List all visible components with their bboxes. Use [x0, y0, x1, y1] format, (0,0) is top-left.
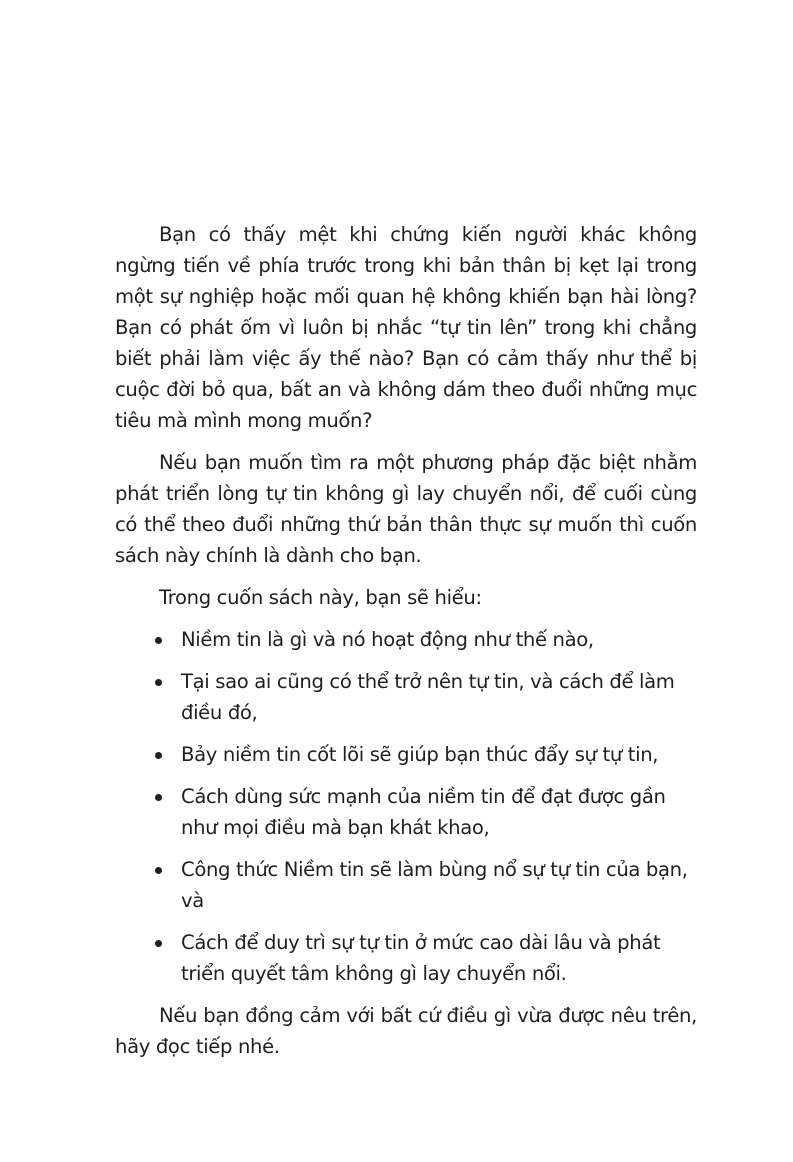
list-lead-in: Trong cuốn sách này, bạn sẽ hiểu:: [159, 586, 482, 609]
list-item: [115, 781, 697, 843]
bullet-dot-icon: [155, 666, 163, 697]
list-item-text: Bảy niềm tin cốt lõi sẽ giúp bạn thúc đẩy sự tự tin,: [181, 743, 659, 766]
list-item-text: Cách để duy trì sự tự tin ở mức cao dài lâu và phát triển quyết tâm không gì lay chuyển nổi.: [181, 931, 661, 985]
learning-points-list: [115, 624, 697, 989]
list-item-text: Cách dùng sức mạnh của niềm tin để đạt được gần như mọi điều mà bạn khát khao,: [181, 785, 666, 839]
list-item: [115, 666, 697, 728]
intro-paragraph-1: Bạn có thấy mệt khi chứng kiến người khác không ngừng tiến về phía trước trong khi bản thân bị kẹt lại trong một sự nghiệp hoặc mối quan hệ không khiến bạn hài lòng? Bạn có phát ốm vì luôn bị nhắc “tự tin lên” trong khi chẳng biết phải làm việc ấy thế nào? Bạn có cảm thấy như thể bị cuộc đời bỏ qua, bất an và không dám theo đuổi những mục tiêu mà mình mong muốn?: [115, 223, 697, 432]
list-item: [115, 624, 697, 655]
intro-paragraph-2: Nếu bạn muốn tìm ra một phương pháp đặc biệt nhằm phát triển lòng tự tin không gì lay chuyển nổi, để cuối cùng có thể theo đuổi những thứ bản thân thực sự muốn thì cuốn sách này chính là dành cho bạn.: [115, 451, 697, 567]
list-item: [115, 739, 697, 770]
closing-paragraph: Nếu bạn đồng cảm với bất cứ điều gì vừa được nêu trên, hãy đọc tiếp nhé.: [115, 1004, 697, 1058]
list-item: [115, 854, 697, 916]
list-item-text: Công thức Niềm tin sẽ làm bùng nổ sự tự tin của bạn, và: [181, 858, 688, 912]
list-item-text: Niềm tin là gì và nó hoạt động như thế nào,: [181, 628, 594, 651]
bullet-dot-icon: [155, 739, 163, 770]
book-page-body: [115, 219, 697, 1073]
bullet-dot-icon: [155, 781, 163, 812]
bullet-dot-icon: [155, 854, 163, 885]
bullet-dot-icon: [155, 624, 163, 655]
list-item-text: Tại sao ai cũng có thể trở nên tự tin, và cách để làm điều đó,: [181, 670, 675, 724]
list-item: [115, 927, 697, 989]
bullet-dot-icon: [155, 927, 163, 958]
